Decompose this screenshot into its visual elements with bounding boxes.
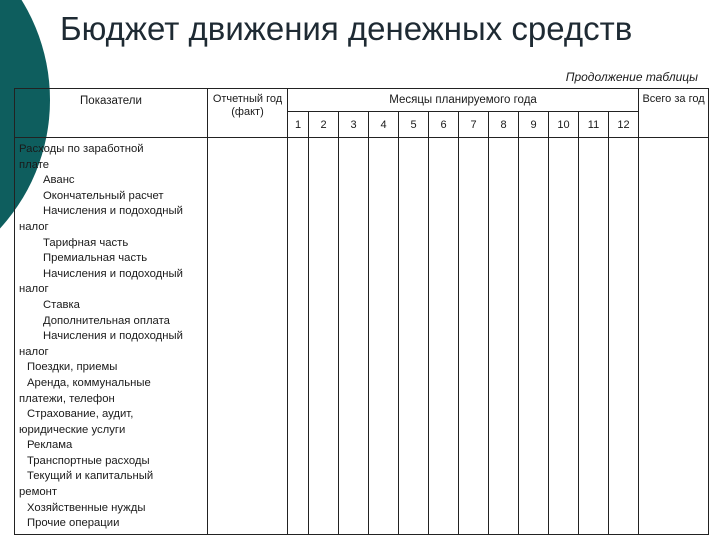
month-cell-3 bbox=[339, 138, 369, 535]
indicator-line: Аванс bbox=[43, 174, 75, 187]
month-header-11: 11 bbox=[579, 112, 609, 138]
indicator-line: Страхование, аудит, bbox=[27, 408, 134, 421]
indicator-line: Поездки, приемы bbox=[27, 361, 118, 374]
month-header-2: 2 bbox=[309, 112, 339, 138]
month-header-6: 6 bbox=[429, 112, 459, 138]
month-cell-4 bbox=[369, 138, 399, 535]
year-total-header: Всего за год bbox=[639, 89, 709, 138]
indicator-line: платежи, телефон bbox=[19, 392, 115, 405]
indicator-line: Тарифная часть bbox=[43, 236, 129, 249]
indicator-line: Хозяйственные нужды bbox=[27, 501, 146, 514]
month-cell-10 bbox=[549, 138, 579, 535]
year-total-cell bbox=[639, 138, 709, 535]
indicators-cell bbox=[15, 138, 208, 535]
table-body-row bbox=[15, 138, 709, 535]
indicator-line: Прочие операции bbox=[27, 517, 120, 530]
indicator-list bbox=[19, 142, 204, 532]
indicator-line: Начисления и подоходный bbox=[43, 267, 183, 280]
month-cell-9 bbox=[519, 138, 549, 535]
indicator-line: Расходы по заработной bbox=[19, 143, 144, 155]
indicator-line: налог bbox=[19, 345, 49, 358]
indicator-line: налог bbox=[19, 283, 49, 296]
indicator-line: ремонт bbox=[19, 486, 58, 499]
indicator-line: Премиальная часть bbox=[43, 252, 148, 265]
month-header-3: 3 bbox=[339, 112, 369, 138]
month-header-7: 7 bbox=[459, 112, 489, 138]
indicator-line: Транспортные расходы bbox=[27, 454, 150, 467]
page-title: Бюджет движения денежных средств bbox=[60, 10, 633, 47]
indicator-line: налог bbox=[19, 220, 49, 233]
planned-months-header: Месяцы планируемого года bbox=[288, 89, 639, 112]
indicator-line: Окончательный расчет bbox=[43, 189, 164, 202]
indicators-header: Показатели bbox=[15, 89, 208, 138]
month-cell-2 bbox=[309, 138, 339, 535]
indicator-line: Текущий и капитальный bbox=[27, 470, 154, 483]
month-cell-11 bbox=[579, 138, 609, 535]
month-header-9: 9 bbox=[519, 112, 549, 138]
indicator-line: Аренда, коммунальные bbox=[27, 376, 151, 389]
month-header-8: 8 bbox=[489, 112, 519, 138]
month-cell-12 bbox=[609, 138, 639, 535]
month-cell-1 bbox=[288, 138, 309, 535]
indicator-line: юридические услуги bbox=[19, 423, 126, 436]
reported-year-cell bbox=[208, 138, 288, 535]
indicator-line: Начисления и подоходный bbox=[43, 205, 183, 218]
continuation-note: Продолжение таблицы bbox=[565, 70, 698, 84]
indicator-line: Реклама bbox=[27, 439, 73, 452]
indicator-line: Дополнительная оплата bbox=[43, 314, 170, 327]
header-row-top bbox=[15, 89, 709, 112]
reported-year-header: Отчетный год (факт) bbox=[208, 89, 288, 138]
month-header-1: 1 bbox=[288, 112, 309, 138]
budget-table bbox=[14, 88, 709, 535]
month-cell-6 bbox=[429, 138, 459, 535]
indicator-line: Начисления и подоходный bbox=[43, 330, 183, 343]
month-header-5: 5 bbox=[399, 112, 429, 138]
month-cell-7 bbox=[459, 138, 489, 535]
month-cell-8 bbox=[489, 138, 519, 535]
month-header-4: 4 bbox=[369, 112, 399, 138]
month-header-10: 10 bbox=[549, 112, 579, 138]
month-cell-5 bbox=[399, 138, 429, 535]
indicator-line: Ставка bbox=[43, 298, 80, 311]
indicator-line: плате bbox=[19, 158, 50, 171]
month-header-12: 12 bbox=[609, 112, 639, 138]
